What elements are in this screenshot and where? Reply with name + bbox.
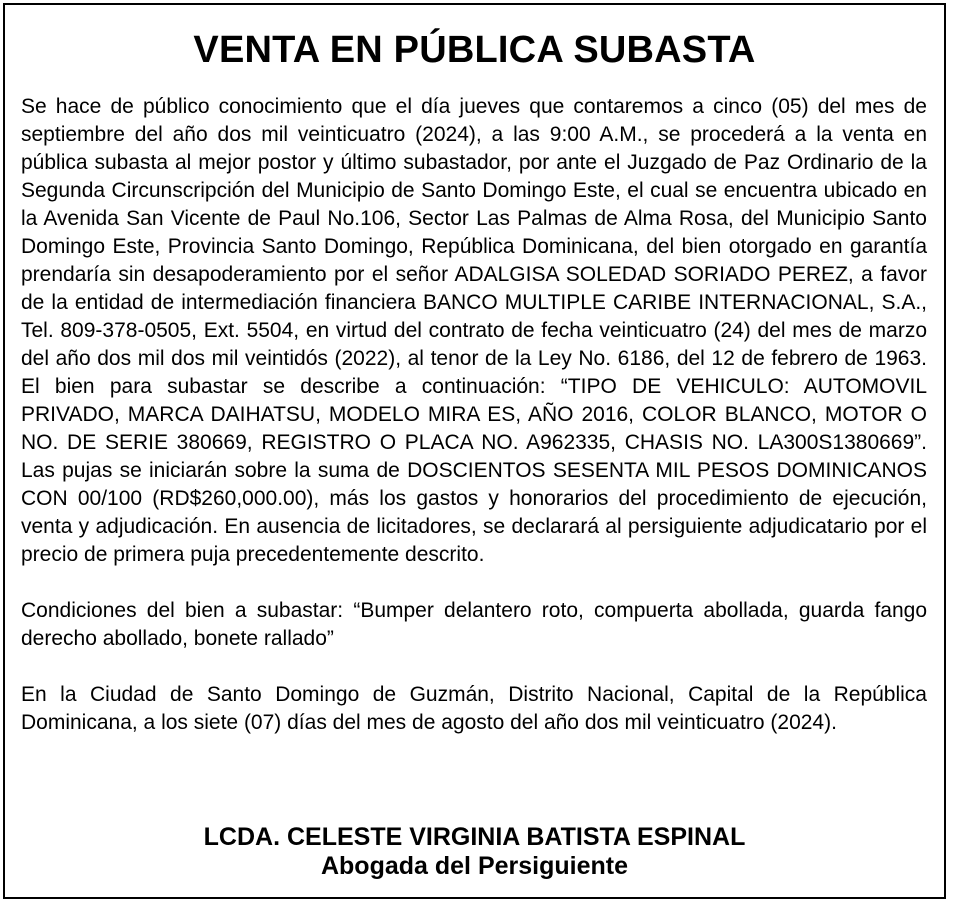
notice-paragraph-place-date: En la Ciudad de Santo Domingo de Guzmán, Distrito Nacional, Capital de la República Dominicana, a los siete (07) días del mes de agosto del año dos mil veinticuatro (2024). — [21, 683, 927, 734]
notice-paragraph-conditions: Condiciones del bien a subastar: “Bumper delantero roto, compuerta abollada, guarda fango derecho abollado, bonete rallado” — [21, 599, 927, 650]
signature-block — [5, 823, 944, 881]
notice-paragraph-main: Se hace de público conocimiento que el día jueves que contaremos a cinco (05) del mes de septiembre del año dos mil veinticuatro (2024), a las 9:00 A.M., se procederá a la venta en pública subasta al mejor postor y último subastador, por ante el Juzgado de Paz Ordinario de la Segunda Circunscripción del Municipio de Santo Domingo Este, el cual se encuentra ubicado en la Avenida San Vicente de Paul No.106, Sector Las Palmas de Alma Rosa, del Municipio Santo Domingo Este, Provincia Santo Domingo, República Dominicana, del bien otorgado en garantía prendaría sin desapoderamiento por el señor ADALGISA SOLEDAD SORIADO PEREZ, a favor de la entidad de intermediación financiera BANCO MULTIPLE CARIBE INTERNACIONAL, S.A., Tel. 809-378-0505, Ext. 5504, en virtud del contrato de fecha veinticuatro (24) del mes de marzo del año dos mil dos mil veintidós (2022), al tenor de la Ley No. 6186, del 12 de febrero de 1963. El bien para subastar se describe a continuación: “TIPO DE VEHICULO: AUTOMOVIL PRIVADO, MARCA DAIHATSU, MODELO MIRA ES, AÑO 2016, COLOR BLANCO, MOTOR O NO. DE SERIE 380669, REGISTRO O PLACA NO. A962335, CHASIS NO. LA300S1380669”. Las pujas se iniciarán sobre la suma de DOSCIENTOS SESENTA MIL PESOS DOMINICANOS CON 00/100 (RD$260,000.00), más los gastos y honorarios del procedimiento de ejecución, venta y adjudicación. En ausencia de licitadores, se declarará al persiguiente adjudicatario por el precio de primera puja precedentemente descrito. — [21, 95, 927, 566]
auction-notice — [3, 3, 946, 899]
notice-body — [21, 93, 927, 737]
notice-title: VENTA EN PÚBLICA SUBASTA — [193, 29, 756, 71]
signature-role: Abogada del Persiguiente — [320, 852, 628, 880]
signature-name: LCDA. CELESTE VIRGINIA BATISTA ESPINAL — [203, 823, 746, 851]
